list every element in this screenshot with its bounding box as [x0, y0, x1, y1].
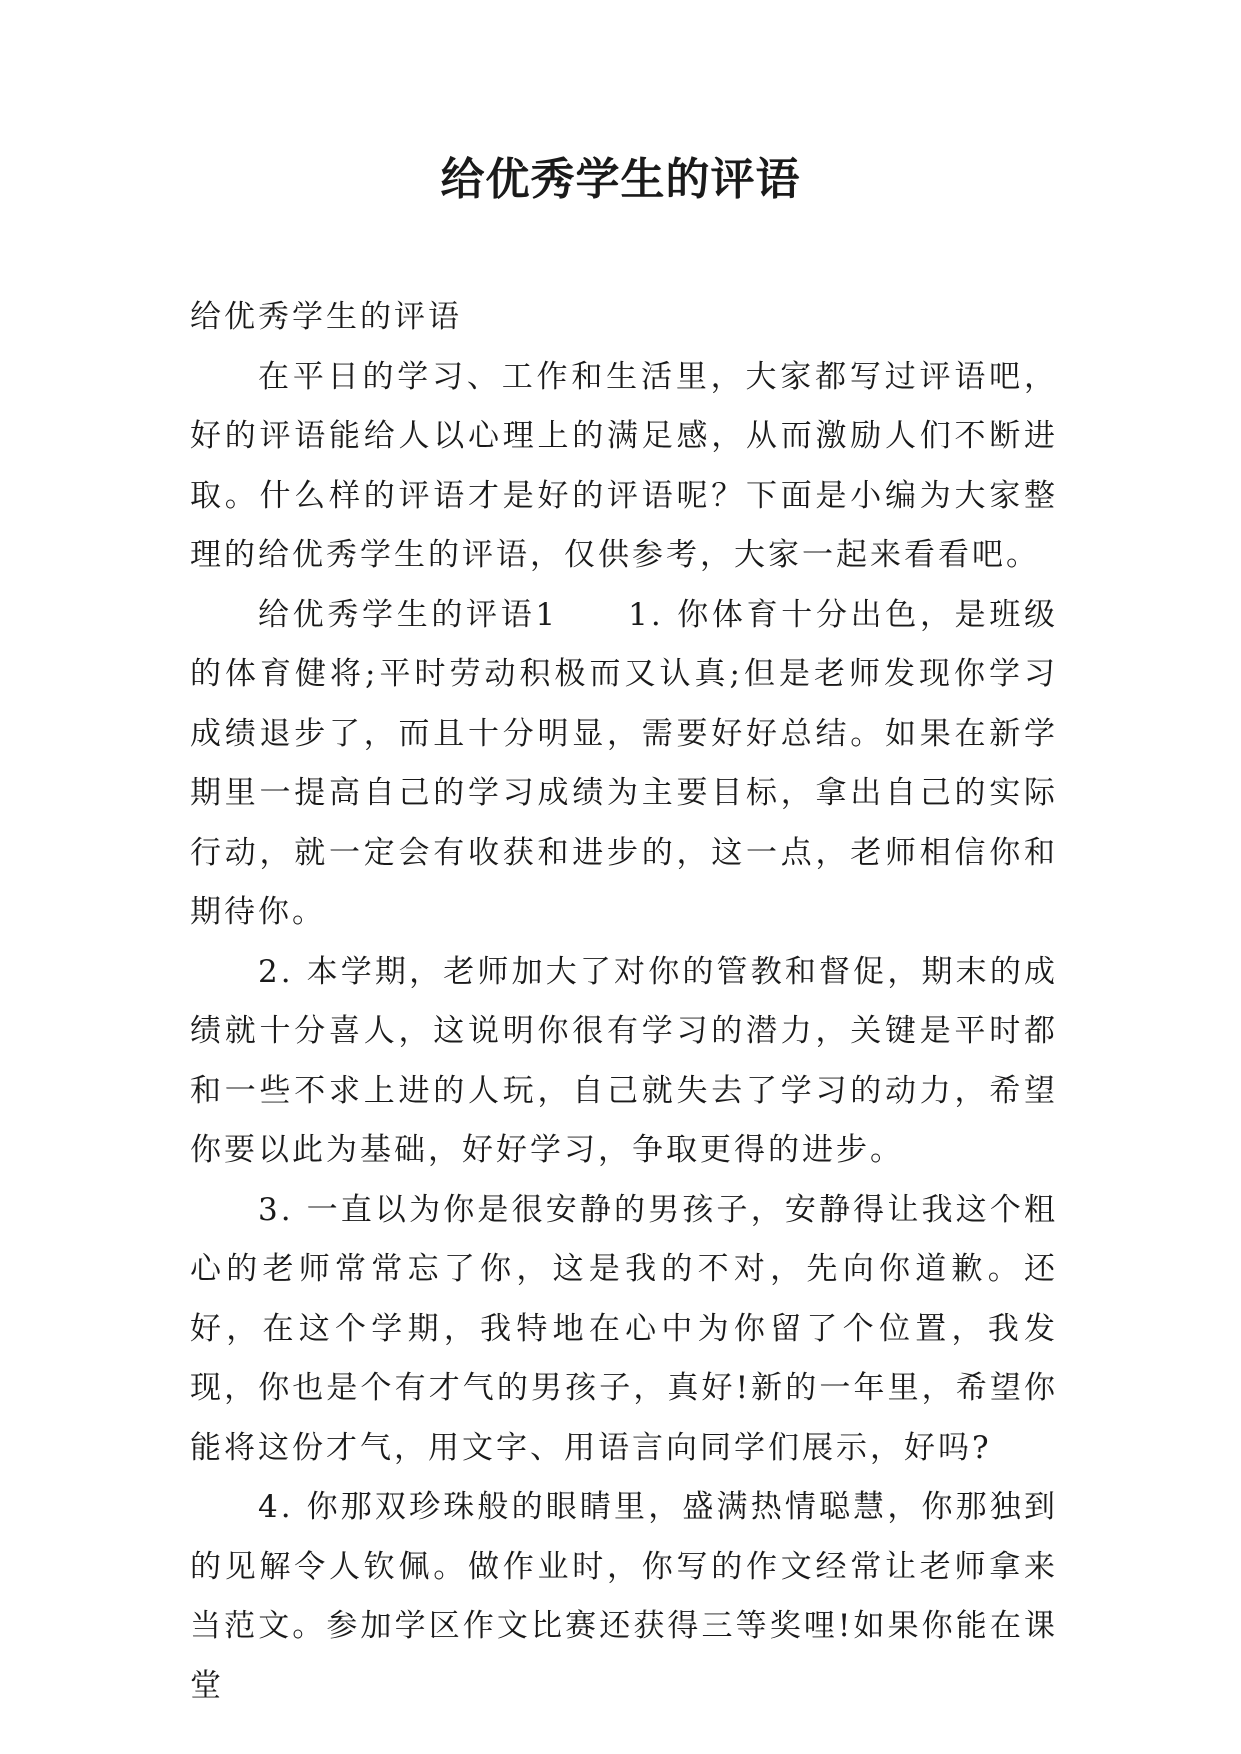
document-title: 给优秀学生的评语: [440, 154, 801, 205]
paragraph-comment-3: 3. 一直以为你是很安静的男孩子，安静得让我这个粗心的老师常常忘了你，这是我的不对，先向你道歉。还好，在这个学期，我特地在心中为你留了个位置，我发现，你也是个有才气的男孩子，真好!新的一年里，希望你能将这份才气，用文字、用语言向同学们展示，好吗?: [190, 1191, 1058, 1466]
paragraph-intro: 在平日的学习、工作和生活里，大家都写过评语吧，好的评语能给人以心理上的满足感，从而激励人们不断进取。什么样的评语才是好的评语呢？下面是小编为大家整理的给优秀学生的评语，仅供参考，大家一起来看看吧。: [190, 358, 1058, 573]
paragraph-comment-4: 4. 你那双珍珠般的眼睛里，盛满热情聪慧，你那独到的见解令人钦佩。做作业时，你写的作文经常让老师拿来当范文。参加学区作文比赛还获得三等奖哩!如果你能在课堂: [190, 1489, 1058, 1704]
document-body: [190, 288, 1058, 1716]
paragraph-comment-1: 给优秀学生的评语1 1. 你体育十分出色，是班级的体育健将;平时劳动积极而又认真;但是老师发现你学习成绩退步了，而且十分明显，需要好好总结。如果在新学期里一提高自己的学习成绩为主要目标，拿出自己的实际行动，就一定会有收获和进步的，这一点，老师相信你和期待你。: [190, 596, 1058, 930]
section-subheading: 给优秀学生的评语: [190, 299, 462, 335]
paragraph-comment-2: 2. 本学期，老师加大了对你的管教和督促，期末的成绩就十分喜人，这说明你很有学习的潜力，关键是平时都和一些不求上进的人玩，自己就失去了学习的动力，希望你要以此为基础，好好学习，争取更得的进步。: [190, 953, 1058, 1168]
